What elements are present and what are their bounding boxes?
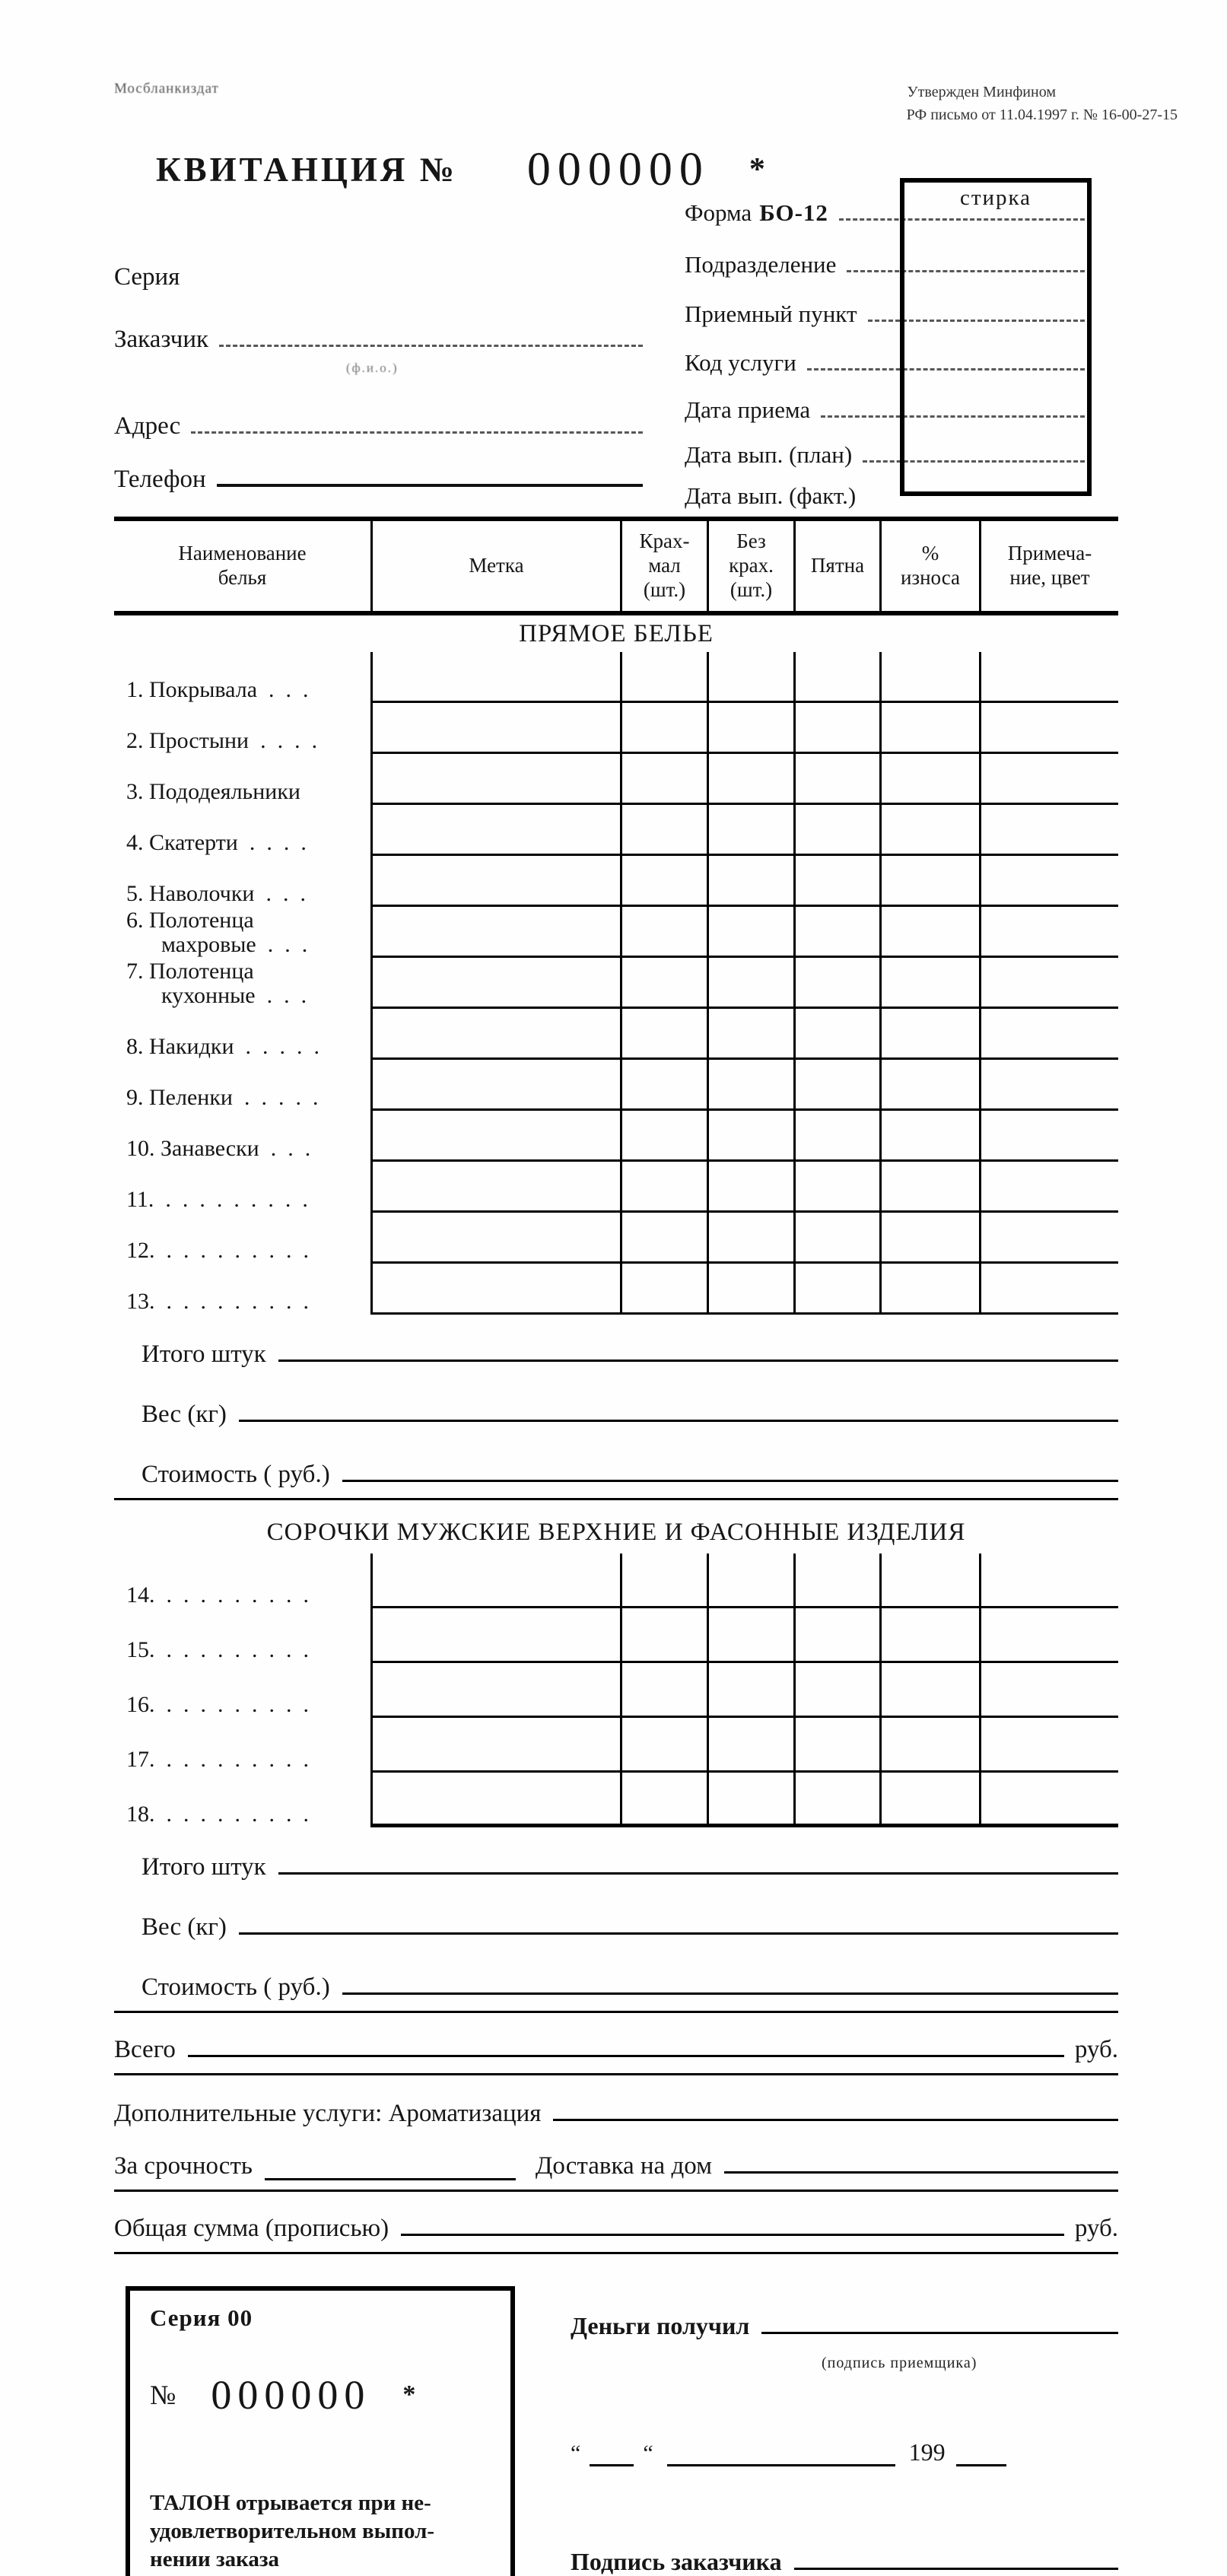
total-pieces-fill-line bbox=[278, 1360, 1118, 1362]
table-cell bbox=[370, 1213, 620, 1264]
cost-fill-line bbox=[342, 1480, 1118, 1482]
total-pieces-label: Итого штук bbox=[141, 1853, 266, 1881]
phone-field bbox=[114, 466, 643, 494]
weight-row-1 bbox=[114, 1401, 1118, 1429]
total-pieces-row-1 bbox=[114, 1340, 1118, 1369]
table-cell bbox=[879, 1264, 979, 1315]
table-cell bbox=[370, 907, 620, 958]
table-cell bbox=[707, 1213, 793, 1264]
item-label: 3. Пододеяльники bbox=[126, 778, 300, 804]
table-cell bbox=[370, 754, 620, 805]
asterisk-mark: * bbox=[402, 2380, 416, 2409]
table-cell bbox=[620, 1554, 707, 1608]
service-block bbox=[681, 186, 1118, 509]
coupon-number-row bbox=[150, 2371, 491, 2419]
receiver-signature-caption: (подпись приемщика) bbox=[822, 2355, 977, 2371]
weight-label: Вес (кг) bbox=[141, 1913, 227, 1941]
total-in-words-label: Общая сумма (прописью) bbox=[114, 2215, 389, 2242]
phone-label: Телефон bbox=[114, 466, 206, 493]
table-cell bbox=[879, 805, 979, 856]
numero-sign: № bbox=[150, 2380, 176, 2410]
table-cell bbox=[370, 1111, 620, 1162]
table-cell bbox=[879, 1009, 979, 1060]
table-cell bbox=[620, 703, 707, 754]
table-cell bbox=[979, 1663, 1118, 1718]
table-cell bbox=[979, 754, 1118, 805]
top-bar bbox=[114, 0, 1178, 126]
table-cell bbox=[707, 1111, 793, 1162]
table-cell bbox=[979, 1264, 1118, 1315]
table-cell bbox=[879, 1718, 979, 1773]
col-header-stains: Пятна bbox=[793, 521, 879, 611]
table-cell bbox=[879, 1111, 979, 1162]
rub-label: руб. bbox=[1074, 2215, 1118, 2242]
item-label: 6. Полотенца махровые . . . bbox=[126, 907, 308, 957]
home-delivery-label: Доставка на дом bbox=[535, 2152, 712, 2180]
customer-signature-row bbox=[571, 2548, 1118, 2576]
series-label: Серия bbox=[114, 263, 180, 291]
approval-note bbox=[907, 81, 1178, 126]
table-cell bbox=[707, 1718, 793, 1773]
table-cell bbox=[370, 1009, 620, 1060]
weight-fill-line bbox=[239, 1420, 1118, 1422]
table-cell bbox=[620, 1213, 707, 1264]
item-label: 18. . . . . . . . . . bbox=[126, 1801, 309, 1827]
customer-label: Заказчик bbox=[114, 326, 209, 353]
table-cell bbox=[793, 1663, 879, 1718]
table-cell bbox=[879, 652, 979, 703]
table-cell bbox=[370, 1718, 620, 1773]
table-cell bbox=[793, 856, 879, 907]
table-cell bbox=[793, 1554, 879, 1608]
item-label: 13. . . . . . . . . . bbox=[126, 1288, 309, 1314]
item-label: 10. Занавески . . . bbox=[126, 1135, 311, 1161]
table-cell bbox=[370, 805, 620, 856]
table-cell bbox=[707, 958, 793, 1009]
customer-block bbox=[114, 198, 650, 506]
table-cell bbox=[793, 1009, 879, 1060]
extra-services-fill-line bbox=[553, 2119, 1118, 2121]
table-cell bbox=[707, 652, 793, 703]
col-header-note: Примеча- ние, цвет bbox=[979, 521, 1118, 611]
table-cell bbox=[370, 1162, 620, 1213]
item-label: 5. Наволочки . . . bbox=[126, 880, 306, 906]
money-received-label: Деньги получил bbox=[571, 2312, 750, 2339]
table-cell bbox=[370, 652, 620, 703]
table-cell bbox=[620, 1264, 707, 1315]
address-label: Адрес bbox=[114, 412, 181, 440]
col-header-no-starch: Без крах. (шт.) bbox=[707, 521, 793, 611]
table-cell bbox=[370, 1554, 620, 1608]
table-cell bbox=[793, 703, 879, 754]
coupon-series: Серия 00 bbox=[150, 2304, 253, 2331]
table-cell bbox=[620, 907, 707, 958]
table-cell bbox=[793, 1264, 879, 1315]
grand-total-fill-line bbox=[188, 2055, 1064, 2057]
table-cell bbox=[879, 856, 979, 907]
table-cell bbox=[370, 703, 620, 754]
cost-fill-line bbox=[342, 1992, 1118, 1995]
item-label: 8. Накидки . . . . . bbox=[126, 1033, 320, 1059]
service-tag-box bbox=[900, 178, 1092, 496]
cost-row-2 bbox=[114, 1973, 1118, 2013]
printer-mark: Мосбланкиздат bbox=[114, 81, 219, 97]
item-label: 12. . . . . . . . . . bbox=[126, 1237, 309, 1263]
table-cell bbox=[979, 1009, 1118, 1060]
service-code-label: Код услуги bbox=[685, 349, 796, 376]
grand-total-row bbox=[114, 2036, 1118, 2075]
approval-line-2: РФ письмо от 11.04.1997 г. № 16-00-27-15 bbox=[906, 107, 1178, 123]
money-received-fill-line bbox=[761, 2332, 1118, 2334]
quote-open: “ bbox=[571, 2441, 581, 2466]
table-cell bbox=[979, 1213, 1118, 1264]
reception-point-label: Приемный пункт bbox=[685, 301, 857, 327]
extra-services-row bbox=[114, 2100, 1118, 2128]
series-field bbox=[114, 263, 643, 291]
table-cell bbox=[620, 805, 707, 856]
table-cell bbox=[370, 1773, 620, 1827]
table-cell bbox=[370, 1608, 620, 1663]
service-tag: стирка bbox=[959, 186, 1032, 210]
item-label: 7. Полотенца кухонные . . . bbox=[126, 958, 307, 1008]
extra-services-label: Дополнительные услуги: Ароматизация bbox=[114, 2100, 542, 2127]
col-header-mark: Метка bbox=[370, 521, 620, 611]
form-title: КВИТАНЦИЯ № bbox=[156, 151, 457, 189]
table-cell bbox=[620, 958, 707, 1009]
table-cell bbox=[620, 1111, 707, 1162]
cost-row-1 bbox=[114, 1461, 1118, 1500]
table-cell bbox=[979, 1554, 1118, 1608]
table-cell bbox=[793, 1111, 879, 1162]
cost-label: Стоимость ( руб.) bbox=[141, 1973, 330, 2001]
customer-signature-fill-line bbox=[794, 2568, 1118, 2570]
item-label: 4. Скатерти . . . . bbox=[126, 829, 307, 855]
table-cell bbox=[707, 1663, 793, 1718]
table-cell bbox=[979, 1608, 1118, 1663]
table-cell bbox=[370, 1663, 620, 1718]
address-fill-line bbox=[191, 431, 643, 434]
table-cell bbox=[620, 1608, 707, 1663]
table-cell bbox=[793, 1608, 879, 1663]
table-cell bbox=[879, 1213, 979, 1264]
table-cell bbox=[707, 907, 793, 958]
table-cell bbox=[793, 907, 879, 958]
table-cell bbox=[620, 856, 707, 907]
total-pieces-label: Итого штук bbox=[141, 1340, 266, 1368]
asterisk-mark: * bbox=[749, 152, 765, 187]
form-code-value: БО-12 bbox=[759, 199, 828, 226]
phone-fill-line bbox=[217, 484, 643, 487]
section1-grid bbox=[114, 652, 1118, 1315]
item-label: 16. . . . . . . . . . bbox=[126, 1691, 309, 1717]
total-in-words-row bbox=[114, 2215, 1118, 2254]
table-cell bbox=[707, 1773, 793, 1827]
date-row bbox=[571, 2438, 1118, 2466]
col-header-name: Наименование белья bbox=[178, 542, 307, 589]
col-header-starch: Крах- мал (шт.) bbox=[620, 521, 707, 611]
table-cell bbox=[620, 1773, 707, 1827]
table-cell bbox=[879, 1162, 979, 1213]
table-cell bbox=[707, 1060, 793, 1111]
table-cell bbox=[979, 1111, 1118, 1162]
table-cell bbox=[620, 1162, 707, 1213]
form-content bbox=[114, 0, 1178, 2576]
table-cell bbox=[879, 754, 979, 805]
coupon-number: 000000 bbox=[211, 2372, 371, 2418]
weight-label: Вес (кг) bbox=[141, 1401, 227, 1428]
talon-note: ТАЛОН отрывается при не- удовлетворительном выпол- нении заказа bbox=[150, 2490, 435, 2571]
division-label: Подразделение bbox=[685, 251, 837, 278]
table-cell bbox=[707, 1162, 793, 1213]
table-cell bbox=[620, 652, 707, 703]
table-cell bbox=[707, 754, 793, 805]
item-label: 14. . . . . . . . . . bbox=[126, 1582, 309, 1608]
table-cell bbox=[707, 1608, 793, 1663]
table-cell bbox=[620, 1663, 707, 1718]
mid-section bbox=[114, 186, 1118, 509]
table-cell bbox=[370, 958, 620, 1009]
plan-date-label: Дата вып. (план) bbox=[685, 441, 853, 468]
accept-date-label: Дата приема bbox=[685, 396, 811, 423]
table-cell bbox=[979, 1162, 1118, 1213]
signature-block bbox=[571, 2265, 1118, 2576]
table-cell bbox=[879, 1060, 979, 1111]
item-label: 9. Пеленки . . . . . bbox=[126, 1084, 319, 1110]
item-label: 2. Простыни . . . . bbox=[126, 727, 318, 753]
table-cell bbox=[979, 856, 1118, 907]
address-field bbox=[114, 412, 643, 440]
table-cell bbox=[979, 907, 1118, 958]
table-cell bbox=[793, 1162, 879, 1213]
table-cell bbox=[793, 1213, 879, 1264]
month-fill-line bbox=[667, 2464, 895, 2466]
money-received-row bbox=[571, 2312, 1118, 2340]
item-label: 11. . . . . . . . . . bbox=[126, 1186, 308, 1212]
item-label: 17. . . . . . . . . . bbox=[126, 1746, 309, 1772]
section1-title: ПРЯМОЕ БЕЛЬЕ bbox=[519, 620, 714, 647]
table-cell bbox=[707, 703, 793, 754]
fio-hint: (ф.и.о.) bbox=[346, 361, 399, 375]
weight-row-2 bbox=[114, 1913, 1118, 1942]
table-cell bbox=[620, 1009, 707, 1060]
table-cell bbox=[793, 1060, 879, 1111]
table-cell bbox=[879, 1554, 979, 1608]
col-header-wear: % износа bbox=[879, 521, 979, 611]
cost-label: Стоимость ( руб.) bbox=[141, 1461, 330, 1488]
urgency-delivery-row bbox=[114, 2152, 1118, 2192]
day-fill-line bbox=[590, 2464, 634, 2466]
urgency-fill-line bbox=[265, 2178, 516, 2180]
tear-off-coupon bbox=[126, 2286, 515, 2576]
table-cell bbox=[879, 1663, 979, 1718]
home-delivery-fill-line bbox=[724, 2171, 1118, 2174]
total-in-words-fill-line bbox=[401, 2234, 1064, 2236]
table-cell bbox=[979, 703, 1118, 754]
section2-grid bbox=[114, 1554, 1118, 1827]
table-cell bbox=[879, 703, 979, 754]
receipt-number: 000000 bbox=[526, 143, 710, 196]
table-cell bbox=[707, 1009, 793, 1060]
table-cell bbox=[620, 1060, 707, 1111]
table-cell bbox=[793, 1718, 879, 1773]
urgency-label: За срочность bbox=[114, 2152, 253, 2180]
table-cell bbox=[370, 856, 620, 907]
fact-date-label: Дата вып. (факт.) bbox=[685, 482, 857, 509]
table-cell bbox=[793, 1773, 879, 1827]
approval-line-1: Утвержден Минфином bbox=[907, 84, 1056, 100]
table-cell bbox=[793, 754, 879, 805]
table-cell bbox=[620, 1718, 707, 1773]
table-cell bbox=[370, 1060, 620, 1111]
table-cell bbox=[979, 1060, 1118, 1111]
table-cell bbox=[879, 1608, 979, 1663]
table-cell bbox=[707, 805, 793, 856]
bottom-section bbox=[114, 2265, 1118, 2576]
table-cell bbox=[793, 652, 879, 703]
item-label: 15. . . . . . . . . . bbox=[126, 1636, 309, 1662]
table-header bbox=[114, 517, 1118, 615]
rub-label: руб. bbox=[1074, 2036, 1118, 2063]
table-cell bbox=[707, 1554, 793, 1608]
item-label: 1. Покрывала . . . bbox=[126, 676, 309, 702]
table-cell bbox=[979, 652, 1118, 703]
section2-title: СОРОЧКИ МУЖСКИЕ ВЕРХНИЕ И ФАСОННЫЕ ИЗДЕЛИЯ bbox=[266, 1519, 966, 1546]
table-cell bbox=[879, 1773, 979, 1827]
table-cell bbox=[879, 958, 979, 1009]
form-code-label: Форма bbox=[685, 199, 752, 226]
table-cell bbox=[879, 907, 979, 958]
year-prefix: 199 bbox=[908, 2438, 946, 2466]
table-cell bbox=[620, 754, 707, 805]
year-fill-line bbox=[956, 2464, 1006, 2466]
grand-total-label: Всего bbox=[114, 2036, 176, 2063]
customer-fill-line bbox=[219, 345, 643, 347]
table-cell bbox=[979, 958, 1118, 1009]
table-cell bbox=[979, 1718, 1118, 1773]
table-cell bbox=[979, 1773, 1118, 1827]
table-cell bbox=[793, 958, 879, 1009]
customer-field bbox=[114, 326, 643, 354]
table-cell bbox=[707, 856, 793, 907]
total-pieces-row-2 bbox=[114, 1853, 1118, 1881]
table-cell bbox=[793, 805, 879, 856]
table-cell bbox=[707, 1264, 793, 1315]
total-pieces-fill-line bbox=[278, 1872, 1118, 1875]
table-cell bbox=[979, 805, 1118, 856]
customer-signature-label: Подпись заказчика bbox=[571, 2548, 782, 2575]
quote-close: “ bbox=[643, 2441, 653, 2466]
weight-fill-line bbox=[239, 1932, 1118, 1935]
table-cell bbox=[370, 1264, 620, 1315]
